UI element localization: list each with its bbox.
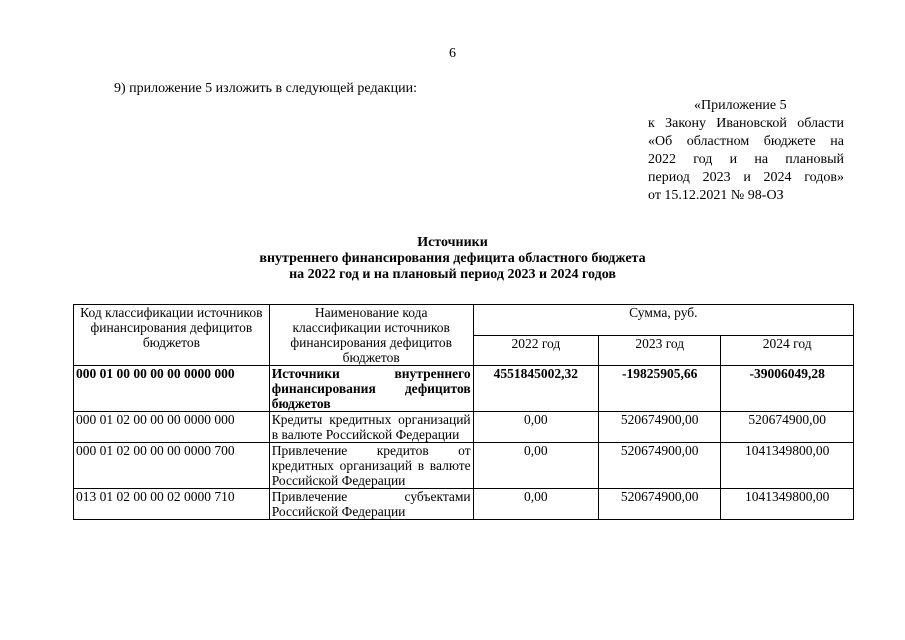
header-year: 2022 год bbox=[473, 335, 598, 366]
name-cell: Привлечение кредитов от кредитных организаций в валюте Российской Федерации bbox=[269, 443, 473, 489]
code-cell: 000 01 02 00 00 00 0000 700 bbox=[74, 443, 270, 489]
amount-2024-cell: 1041349800,00 bbox=[721, 489, 854, 520]
appendix-line: период 2023 и 2024 годов» bbox=[648, 170, 844, 185]
amount-2023-cell: 520674900,00 bbox=[599, 443, 721, 489]
amount-2022-cell: 0,00 bbox=[473, 412, 598, 443]
amount-2023-cell: -19825905,66 bbox=[599, 366, 721, 412]
table-row bbox=[74, 489, 854, 520]
code-cell: 000 01 02 00 00 00 0000 000 bbox=[74, 412, 270, 443]
table-row bbox=[74, 366, 854, 412]
table-row bbox=[74, 412, 854, 443]
amount-2022-cell: 0,00 bbox=[473, 443, 598, 489]
appendix-line: «Об областном бюджете на bbox=[648, 134, 844, 149]
table-row bbox=[74, 443, 854, 489]
amount-2024-cell: -39006049,28 bbox=[721, 366, 854, 412]
code-cell: 000 01 00 00 00 00 0000 000 bbox=[74, 366, 270, 412]
header-code: Код классификации источников финансирования дефицитов бюджетов bbox=[74, 305, 270, 366]
code-cell: 013 01 02 00 00 02 0000 710 bbox=[74, 489, 270, 520]
document-title bbox=[0, 235, 905, 283]
header-name: Наименование кода классификации источников финансирования дефицитов бюджетов bbox=[269, 305, 473, 366]
name-cell: Кредиты кредитных организаций в валюте Российской Федерации bbox=[269, 412, 473, 443]
page-number: 6 bbox=[449, 46, 456, 61]
appendix-line: от 15.12.2021 № 98-ОЗ bbox=[648, 188, 784, 203]
appendix-line: к Закону Ивановской области bbox=[648, 116, 844, 131]
title-line: Источники bbox=[417, 235, 488, 250]
amount-2022-cell: 0,00 bbox=[473, 489, 598, 520]
amount-2024-cell: 520674900,00 bbox=[721, 412, 854, 443]
header-sum: Сумма, руб. bbox=[473, 305, 853, 336]
appendix-line: «Приложение 5 bbox=[694, 98, 787, 113]
amount-2024-cell: 1041349800,00 bbox=[721, 443, 854, 489]
header-year: 2024 год bbox=[721, 335, 854, 366]
name-cell: Привлечение субъектами Российской Федерации bbox=[269, 489, 473, 520]
financing-sources-table bbox=[73, 304, 854, 520]
appendix-line: 2022 год и на плановый bbox=[648, 152, 844, 167]
amount-2023-cell: 520674900,00 bbox=[599, 489, 721, 520]
header-year: 2023 год bbox=[599, 335, 721, 366]
title-line: внутреннего финансирования дефицита областного бюджета bbox=[259, 251, 646, 266]
appendix-reference bbox=[648, 97, 844, 205]
amount-2022-cell: 4551845002,32 bbox=[473, 366, 598, 412]
amendment-instruction: 9) приложение 5 изложить в следующей редакции: bbox=[114, 81, 417, 96]
title-line: на 2022 год и на плановый период 2023 и 2024 годов bbox=[289, 267, 616, 282]
name-cell: Источники внутреннего финансирования дефицитов бюджетов bbox=[269, 366, 473, 412]
amount-2023-cell: 520674900,00 bbox=[599, 412, 721, 443]
